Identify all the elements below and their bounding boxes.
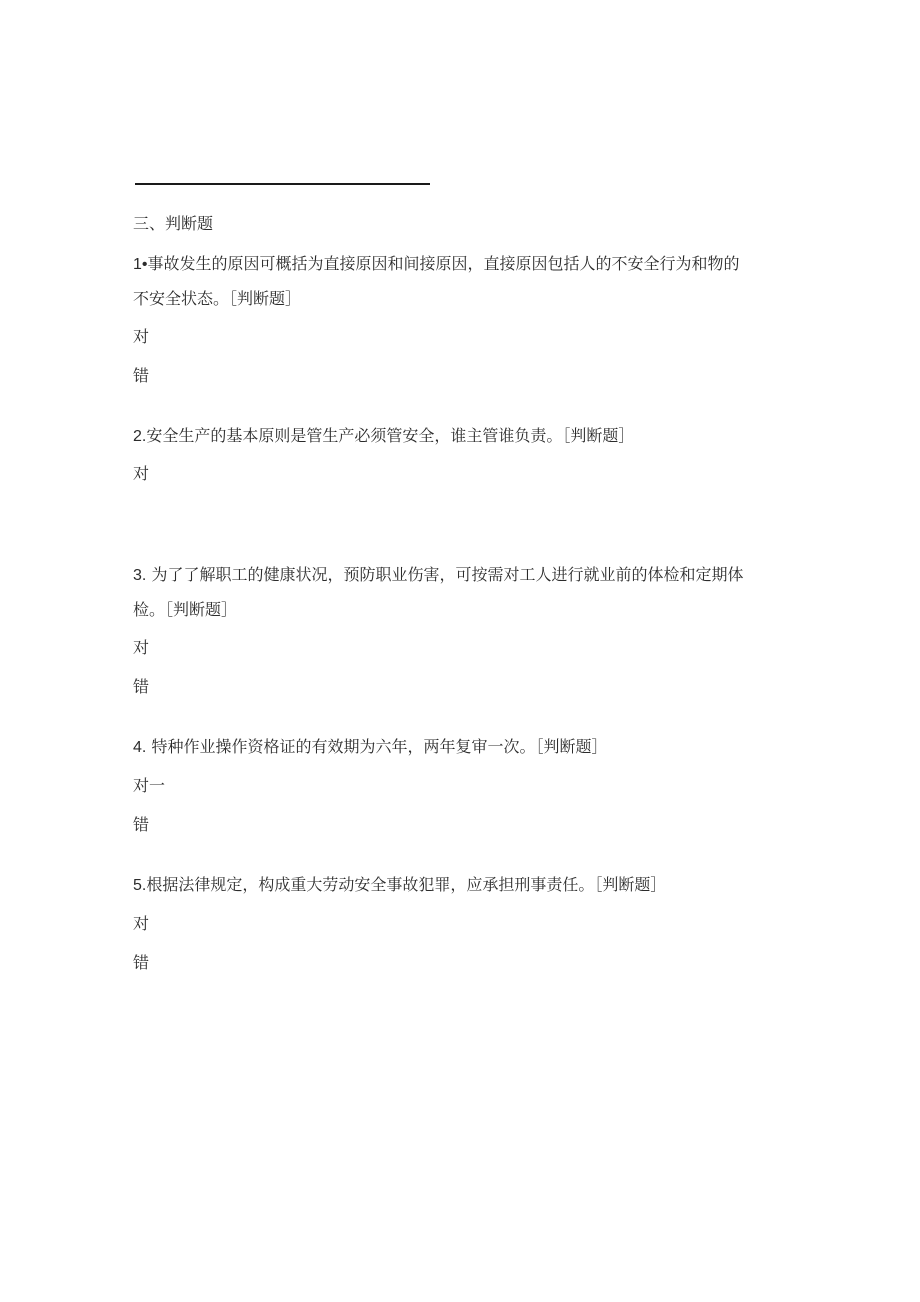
option-true[interactable]: 对 [133,464,150,483]
option-false[interactable]: 错 [133,953,150,972]
option-false[interactable]: 错 [133,677,150,696]
divider-line [135,183,430,185]
section-title: 三、判断题 [133,214,214,233]
option-true[interactable]: 对 [133,327,150,346]
question-number: 1• [133,256,148,273]
question-number: 3. [133,567,147,584]
question-text: 根据法律规定，构成重大劳动安全事故犯罪，应承担刑事责任。［判断题］ [146,875,667,894]
question-text-continued: 检。［判断题］ [133,600,238,619]
question-3 [133,565,743,586]
question-text: 事故发生的原因可概括为直接原因和间接原因，直接原因包括人的不安全行为和物的 [147,254,740,273]
question-1 [133,254,740,275]
question-4 [133,737,607,758]
option-false[interactable]: 错 [133,366,150,385]
option-false[interactable]: 错 [133,815,150,834]
question-5 [133,875,666,896]
question-number: 4. [133,739,147,756]
question-text: 为了了解职工的健康状况，预防职业伤害，可按需对工人进行就业前的体检和定期体 [151,565,744,584]
question-text: 特种作业操作资格证的有效期为六年，两年复审一次。［判断题］ [151,737,608,756]
option-true[interactable]: 对 [133,914,150,933]
question-number: 2. [133,428,147,445]
question-text-continued: 不安全状态。［判断题］ [133,289,302,308]
question-text: 安全生产的基本原则是管生产必须管安全，谁主管谁负责。［判断题］ [146,426,635,445]
option-true[interactable]: 对 [133,638,150,657]
question-number: 5. [133,877,147,894]
question-2 [133,426,634,447]
option-true[interactable]: 对一 [133,776,166,795]
